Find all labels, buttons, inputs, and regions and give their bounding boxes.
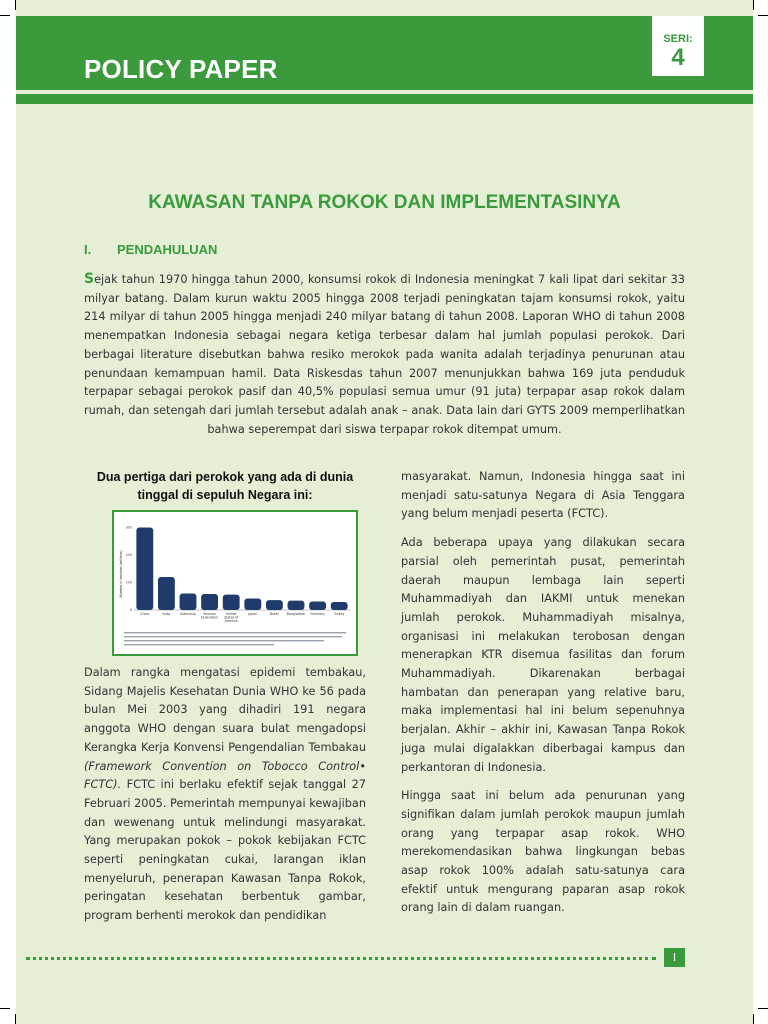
crop-mark: [753, 0, 754, 10]
header-stripe: [16, 94, 753, 104]
right-paragraph-3: Hingga saat ini belum ada penurunan yang signifikan dalam jumlah perokok maupun jumlah orang yang terpapar asap rokok. WHO merekomendasikan bahwa lingkungan bebas asap rokok 100% adalah satu-satunya cara efektif untuk mengurang paparan asap rokok orang lain di dalam ruangan.: [401, 789, 685, 915]
series-number: 4: [671, 44, 685, 71]
chart-bar: [309, 601, 326, 610]
chart-bar: [266, 600, 283, 610]
chart-bar: [288, 601, 305, 610]
fctc-italic-text: (Framework Convention on Tobocco Control• FCTC).: [84, 759, 366, 792]
chart-source-note: [124, 632, 346, 645]
crop-mark: [15, 0, 16, 10]
chart-category-label: Germany: [310, 612, 325, 616]
chart-y-axis-label: Number of smokers (millions): [119, 550, 123, 598]
chart-frame: [112, 510, 358, 656]
chart-category-label: Turkey: [334, 612, 345, 616]
crop-mark: [753, 1014, 754, 1024]
chart-y-tick-label: 100: [125, 580, 132, 585]
crop-mark: [758, 1008, 768, 1009]
smokers-bar-chart: [114, 512, 356, 654]
chart-bar: [331, 602, 348, 610]
chart-y-tick-label: 200: [125, 553, 132, 557]
section-number: I.: [84, 242, 92, 257]
chart-bar: [244, 598, 261, 610]
crop-mark: [758, 15, 768, 16]
chart-category-label: Brazil: [269, 612, 279, 616]
chart-category-label: Japan: [248, 612, 258, 616]
chart-category-label: Indonesia: [180, 612, 196, 616]
chart-caption: Dua pertiga dari perokok yang ada di dunia tinggal di sepuluh Negara ini:: [96, 470, 354, 502]
chart-y-tick-label: 0: [129, 608, 132, 612]
series-badge: [652, 16, 704, 76]
chart-bar: [180, 594, 197, 611]
chart-category-label: United States of America: [224, 612, 239, 624]
fctc-text-rest: FCTC ini berlaku efektif sejak tanggal 27 Februari 2005. Pemerintah mempunyai kewajiban dan wewenang untuk melindungi masyarakat. Yang merupakan pokok – pokok kebijakan FCTC seperti peningkatan cukai, larangan iklan menyeluruh, penerapan Kawasan Tanpa Rokok, peringatan kesehatan berbentuk gambar, program berhenti merokok dan pendidikan: [84, 778, 366, 923]
intro-paragraph: [84, 270, 685, 439]
chart-category-label: Russian Federation: [201, 612, 219, 620]
crop-mark: [0, 15, 10, 16]
chart-category-label: Bangladesh: [286, 612, 306, 616]
chart-bar: [136, 528, 153, 611]
footer-dotted-rule: [26, 957, 656, 960]
intro-text: ejak tahun 1970 hingga tahun 2000, konsumsi rokok di Indonesia meningkat 7 kali lipat dari sekitar 33 milyar batang. Dalam kurun waktu 2005 hingga 2008 terjadi peningkatan tajam konsumsi rokok, yaitu 214 milyar di tahun 2005 hingga menjadi 240 milyar batang di tahun 2008. Laporan WHO di tahun 2008 menempatkan Indonesia sebagai negara ketiga terbesar dalam hal jumlah populasi perokok. Dari berbagai literature disebutkan bahwa resiko merokok pada wanita adalah terjadinya penurunan atau penundaan kemampuan hamil. Data Riskesdas tahun 2007 menunjukkan bahwa 169 juta penduduk terpapar sebagai perokok pasif dan 40,5% populasi semua umur (91 juta) terpapar asap rokok dalam rumah, dan setengah dari jumlah tersebut adalah anak – anak. Data lain dari GYTS 2009 memperlihatkan bahwa seperempat dari siswa terpapar rokok ditempat umum.: [84, 273, 685, 436]
chart-y-tick-label: 300: [125, 525, 132, 530]
chart-category-label: India: [162, 612, 171, 616]
policy-paper-title: POLICY PAPER: [84, 54, 278, 84]
left-column: [84, 664, 366, 926]
right-paragraph-2: Ada beberapa upaya yang dilakukan secara parsial oleh pemerintah pusat, pemerintah daerah maupun lembaga lain seperti Muhammadiyah dan IAKMI untuk menekan jumlah perokok. Muhammadiyah misalnya, organisasi ini melakukan terobosan dengan menerapkan KTR disemua fasilitas dan forum Muhammadiyah. Dikarenakan berbagai hambatan dan penerapan yang relative baru, maka implementasi hal ini belum sepenuhnya berjalan. Akhir – akhir ini, Kawasan Tanpa Rokok juga mulai digalakkan diberbagai kampus dan perkantoran di Indonesia.: [401, 536, 685, 774]
section-title: PENDAHULUAN: [117, 242, 218, 257]
chart-bar: [223, 595, 240, 610]
chart-bar: [201, 594, 218, 610]
fctc-text: Dalam rangka mengatasi epidemi tembakau, Sidang Majelis Kesehatan Dunia WHO ke 56 pada bulan Mei 2003 yang dihadiri 191 negara anggota WHO dengan suara bulat mengadopsi Kerangka Kerja Konvensi Pengendalian Tembakau: [84, 666, 366, 754]
right-paragraph-1: masyarakat. Namun, Indonesia hingga saat ini menjadi satu-satunya Negara di Asia Tenggara yang belum menjadi peserta (FCTC).: [401, 470, 685, 521]
series-label: SERI:: [663, 33, 693, 45]
crop-mark: [0, 1008, 10, 1009]
page-number: I: [664, 948, 685, 967]
fctc-paragraph: [84, 664, 366, 926]
right-column: [401, 468, 685, 918]
intro-dropcap: S: [84, 271, 95, 287]
crop-mark: [15, 1014, 16, 1024]
document-title: KAWASAN TANPA ROKOK DAN IMPLEMENTASINYA: [148, 192, 621, 213]
chart-bar: [158, 577, 175, 610]
chart-category-label: China: [140, 612, 150, 616]
